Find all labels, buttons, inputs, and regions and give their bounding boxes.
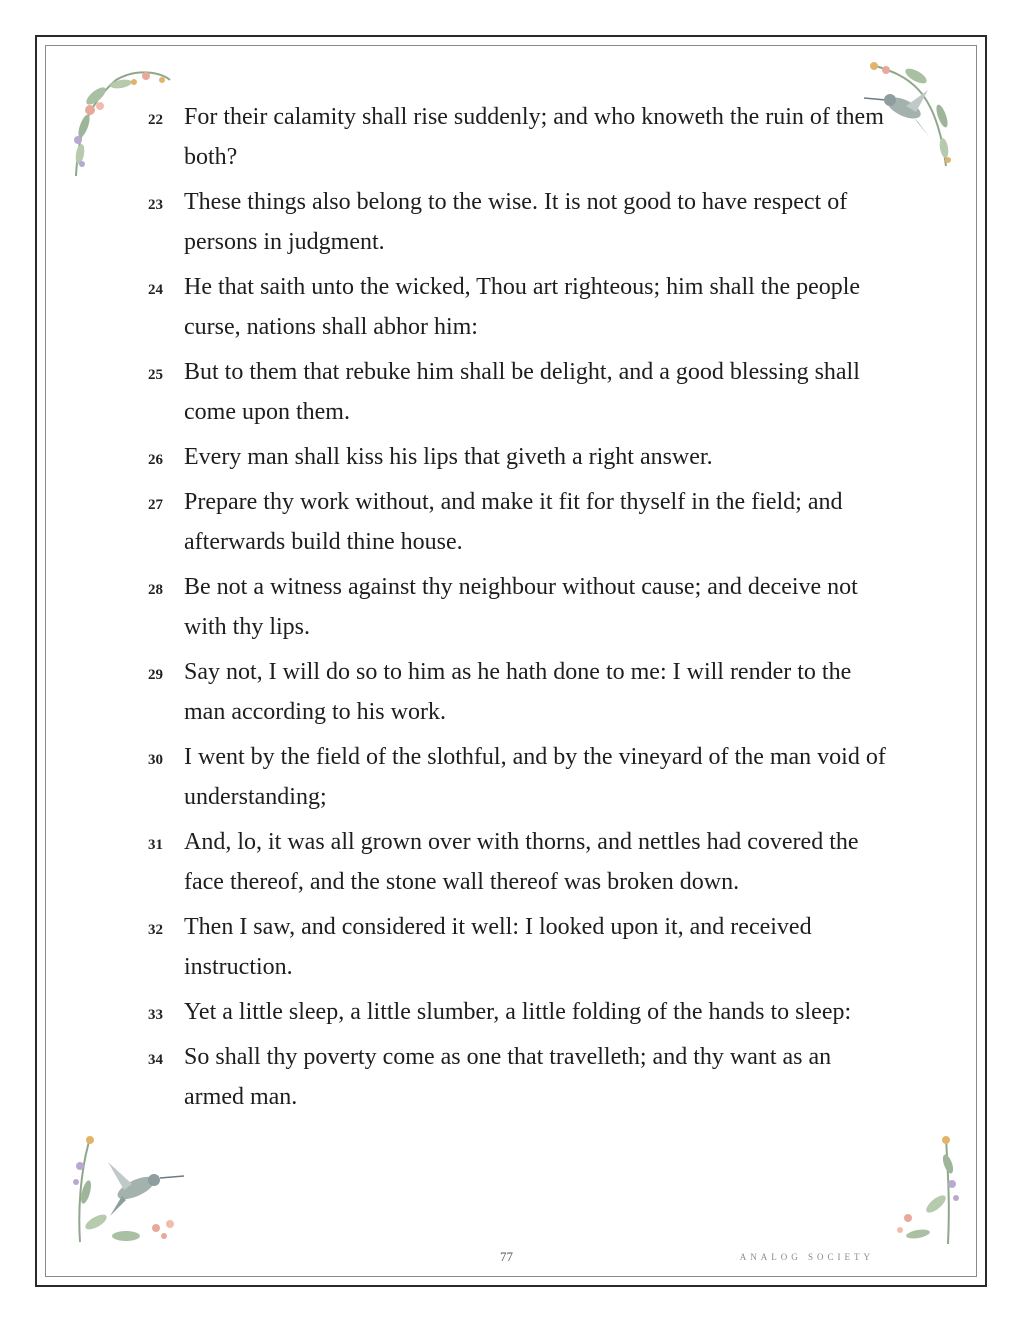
verse-number: 26 bbox=[148, 452, 163, 468]
verse-number: 29 bbox=[148, 667, 163, 683]
verse-list bbox=[148, 97, 888, 1122]
verse-item bbox=[148, 652, 888, 732]
verse-text: But to them that rebuke him shall be delight, and a good blessing shall come upon them. bbox=[184, 359, 860, 425]
verse-text: Say not, I will do so to him as he hath done to me: I will render to the man according to his work. bbox=[184, 659, 852, 725]
verse-item bbox=[148, 267, 888, 347]
verse-item bbox=[148, 97, 888, 177]
verse-number: 24 bbox=[148, 282, 163, 298]
verse-item bbox=[148, 907, 888, 987]
verse-item bbox=[148, 737, 888, 817]
floral-corner-icon bbox=[888, 1134, 968, 1249]
verse-text: Every man shall kiss his lips that giveth a right answer. bbox=[184, 444, 713, 470]
hummingbird-floral-icon bbox=[66, 1132, 196, 1247]
verse-number: 23 bbox=[148, 197, 163, 213]
verse-text: Be not a witness against thy neighbour without cause; and deceive not with thy lips. bbox=[184, 574, 858, 640]
verse-item bbox=[148, 437, 888, 477]
verse-number: 32 bbox=[148, 922, 163, 938]
verse-item bbox=[148, 822, 888, 902]
verse-number: 33 bbox=[148, 1007, 163, 1023]
verse-number: 22 bbox=[148, 112, 163, 128]
verse-number: 27 bbox=[148, 497, 163, 513]
verse-number: 30 bbox=[148, 752, 163, 768]
verse-text: I went by the field of the slothful, and by the vineyard of the man void of understanding; bbox=[184, 744, 886, 810]
verse-item bbox=[148, 1037, 888, 1117]
brand-name: ANALOG SOCIETY bbox=[739, 1252, 874, 1262]
verse-text: And, lo, it was all grown over with thorns, and nettles had covered the face thereof, and the stone wall thereof was broken down. bbox=[184, 829, 859, 895]
verse-item bbox=[148, 992, 888, 1032]
verse-text: These things also belong to the wise. It is not good to have respect of persons in judgment. bbox=[184, 189, 848, 255]
verse-item bbox=[148, 182, 888, 262]
verse-number: 28 bbox=[148, 582, 163, 598]
page-number: 77 bbox=[500, 1249, 513, 1264]
verse-number: 25 bbox=[148, 367, 163, 383]
verse-item bbox=[148, 352, 888, 432]
verse-number: 34 bbox=[148, 1052, 163, 1068]
verse-item bbox=[148, 482, 888, 562]
verse-item bbox=[148, 567, 888, 647]
verse-text: So shall thy poverty come as one that travelleth; and thy want as an armed man. bbox=[184, 1044, 832, 1110]
verse-text: For their calamity shall rise suddenly; and who knoweth the ruin of them both? bbox=[184, 104, 884, 170]
verse-text: Prepare thy work without, and make it fit for thyself in the field; and afterwards build thine house. bbox=[184, 489, 843, 555]
verse-text: He that saith unto the wicked, Thou art righteous; him shall the people curse, nations shall abhor him: bbox=[184, 274, 861, 340]
verse-text: Then I saw, and considered it well: I looked upon it, and received instruction. bbox=[184, 914, 812, 980]
verse-number: 31 bbox=[148, 837, 163, 853]
verse-text: Yet a little sleep, a little slumber, a little folding of the hands to sleep: bbox=[184, 999, 852, 1025]
